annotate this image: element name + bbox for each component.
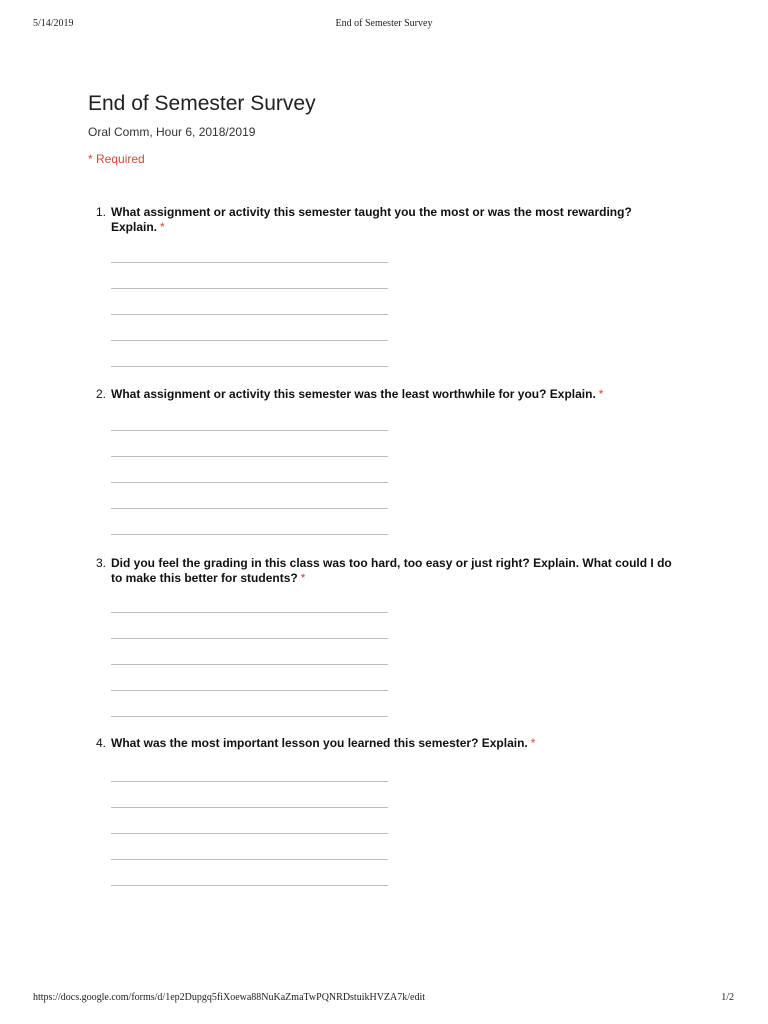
- answer-line: [111, 262, 388, 263]
- form-description: Oral Comm, Hour 6, 2018/2019: [88, 125, 256, 139]
- answer-line: [111, 288, 388, 289]
- question-number: 4.: [96, 736, 107, 750]
- page-number: 1/2: [721, 992, 734, 1003]
- required-note: * Required: [88, 152, 145, 166]
- question-label: Did you feel the grading in this class was too hard, too easy or just right? Explain. What could I do to make this better for students?: [111, 556, 672, 585]
- question-2: [96, 387, 676, 402]
- answer-line: [111, 716, 388, 717]
- required-asterisk: *: [530, 736, 536, 750]
- print-header: [0, 18, 768, 32]
- form-title: End of Semester Survey: [88, 92, 316, 115]
- answer-line: [111, 534, 388, 535]
- question-text: [96, 205, 676, 235]
- answer-line: [111, 833, 388, 834]
- question-number: 3.: [96, 556, 107, 570]
- question-number: 1.: [96, 205, 107, 219]
- question-3: [96, 556, 676, 586]
- required-asterisk: *: [598, 387, 604, 401]
- print-footer: [0, 992, 768, 1006]
- answer-line: [111, 366, 388, 367]
- question-number: 2.: [96, 387, 107, 401]
- answer-line: [111, 638, 388, 639]
- answer-line: [111, 859, 388, 860]
- answer-line: [111, 482, 388, 483]
- question-label: What assignment or activity this semester taught you the most or was the most rewarding? Explain.: [111, 205, 632, 234]
- question-4: [96, 736, 676, 751]
- answer-line: [111, 781, 388, 782]
- answer-line: [111, 690, 388, 691]
- question-label: What assignment or activity this semester was the least worthwhile for you? Explain.: [111, 387, 596, 401]
- answer-line: [111, 314, 388, 315]
- question-1: [96, 205, 676, 235]
- question-text: [96, 387, 676, 402]
- answer-line: [111, 612, 388, 613]
- required-asterisk: *: [300, 571, 306, 585]
- answer-line: [111, 456, 388, 457]
- answer-line: [111, 340, 388, 341]
- question-text: [96, 736, 676, 751]
- answer-line: [111, 430, 388, 431]
- answer-line: [111, 807, 388, 808]
- question-text: [96, 556, 676, 586]
- print-title: End of Semester Survey: [335, 18, 433, 29]
- required-asterisk: *: [160, 220, 165, 234]
- answer-line: [111, 508, 388, 509]
- print-date: 5/14/2019: [33, 18, 74, 29]
- answer-line: [111, 664, 388, 665]
- answer-line: [111, 885, 388, 886]
- question-label: What was the most important lesson you learned this semester? Explain.: [111, 736, 528, 750]
- print-url: https://docs.google.com/forms/d/1ep2Dupgq5fiXoewa88NuKaZmaTwPQNRDstuikHVZA7k/edit: [33, 992, 426, 1003]
